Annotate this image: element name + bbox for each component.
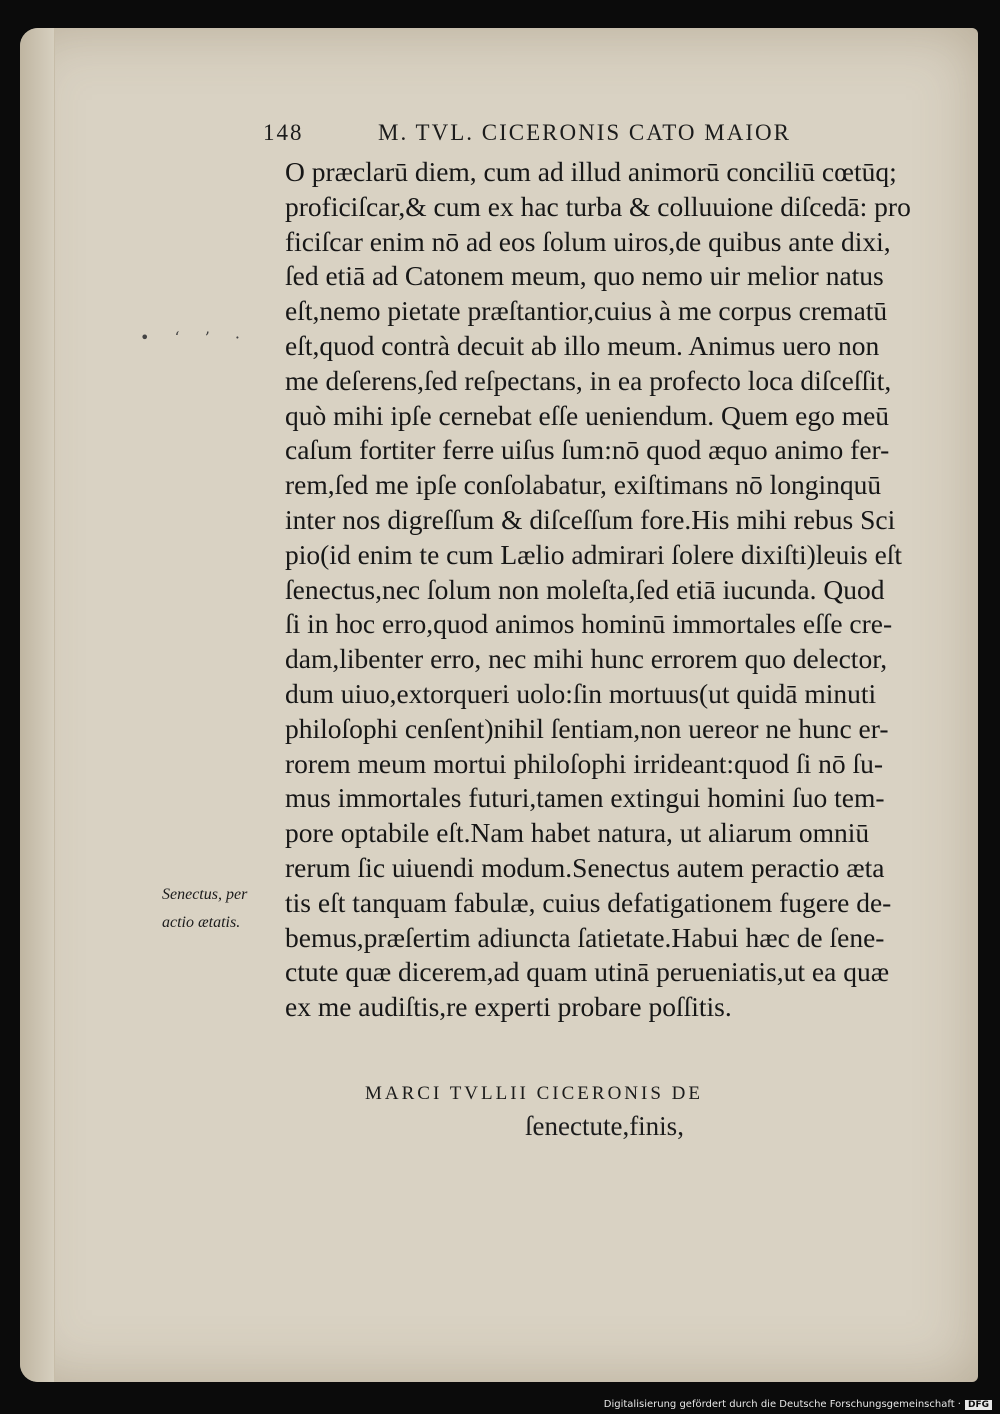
text-line: quò mihi ipſe cernebat eſſe ueniendum. Quem ego meū bbox=[285, 399, 890, 431]
text-line: ex me audiſtis,re experti probare poſſitis. bbox=[285, 991, 732, 1023]
text-line: ſenectus,nec ſolum non moleſta,ſed etiā iucunda. Quod bbox=[285, 573, 885, 605]
text-line: dam,libenter erro, nec mihi hunc errorem quo delector, bbox=[285, 643, 888, 675]
dfg-logo-icon: DFG bbox=[965, 1400, 992, 1410]
colophon bbox=[365, 1083, 925, 1142]
text-line: proficiſcar,& cum ex hac turba & colluuione diſcedā: pro bbox=[285, 190, 911, 222]
marginal-note-line: Senectus, per bbox=[162, 886, 248, 903]
digitization-credit bbox=[604, 1399, 992, 1410]
text-line: pio(id enim te cum Lælio admirari ſolere dixiſti)leuis eſt bbox=[285, 538, 903, 570]
text-line: mus immortales futuri,tamen extingui homini ſuo tem- bbox=[285, 782, 885, 814]
colophon-line-2: ſenectute,finis, bbox=[525, 1111, 684, 1141]
running-title: M. TVL. CICERONIS CATO MAIOR bbox=[378, 120, 791, 145]
body-text bbox=[285, 155, 965, 1025]
credit-text: Digitalisierung gefördert durch die Deutsche Forschungsgemeinschaft · bbox=[603, 1399, 961, 1410]
text-line: pore optabile eſt.Nam habet natura, ut aliarum omniū bbox=[285, 817, 870, 849]
text-line: philoſophi cenſent)nihil ſentiam,non uereor ne hunc er- bbox=[285, 712, 889, 744]
page-edge bbox=[20, 28, 55, 1382]
text-line: rem,ſed me ipſe conſolabatur, exiſtimans nō longinquū bbox=[285, 469, 882, 501]
text-line: me deſerens,ſed reſpectans, in ea profecto loca diſceſſit, bbox=[285, 364, 892, 396]
text-line: caſum fortiter ferre uiſus ſum:nō quod æquo animo fer- bbox=[285, 434, 890, 466]
text-line: bemus,præſertim adiuncta ſatietate.Habui hæc de ſene- bbox=[285, 921, 885, 953]
page-number: 148 bbox=[263, 120, 304, 145]
running-head bbox=[263, 120, 903, 150]
marginal-note bbox=[162, 881, 292, 937]
colophon-line-1: MARCI TVLLII CICERONIS DE bbox=[365, 1083, 704, 1104]
stray-marks: • ‘ ’ · bbox=[140, 328, 250, 347]
text-line: eſt,quod contrà decuit ab illo meum. Animus uero non bbox=[285, 329, 880, 361]
text-line: dum uiuo,extorqueri uolo:ſin mortuus(ut quidā minuti bbox=[285, 677, 877, 709]
text-line: ficiſcar enim nō ad eos ſolum uiros,de quibus ante dixi, bbox=[285, 225, 891, 257]
marginal-note-line: actio ætatis. bbox=[162, 914, 241, 931]
text-line: O præclarū diem, cum ad illud animorū conciliū cœtūq; bbox=[285, 156, 897, 187]
text-line: eſt,nemo pietate præſtantior,cuius à me corpus crematū bbox=[285, 295, 888, 327]
text-line: ctute quæ dicerem,ad quam utinā perueniatis,ut ea quæ bbox=[285, 956, 890, 988]
text-line: inter nos digreſſum & diſceſſum fore.His mihi rebus Sci bbox=[285, 503, 896, 535]
text-line: ſed etiā ad Catonem meum, quo nemo uir melior natus bbox=[285, 260, 884, 292]
book-page bbox=[20, 28, 978, 1382]
text-line: tis eſt tanquam fabulæ, cuius defatigationem fugere de- bbox=[285, 886, 892, 918]
text-line: ſi in hoc erro,quod animos hominū immortales eſſe cre- bbox=[285, 608, 893, 640]
text-line: rorem meum mortui philoſophi irrideant:quod ſi nō ſu- bbox=[285, 747, 884, 779]
text-line: rerum ſic uiuendi modum.Senectus autem peractio æta bbox=[285, 851, 885, 883]
